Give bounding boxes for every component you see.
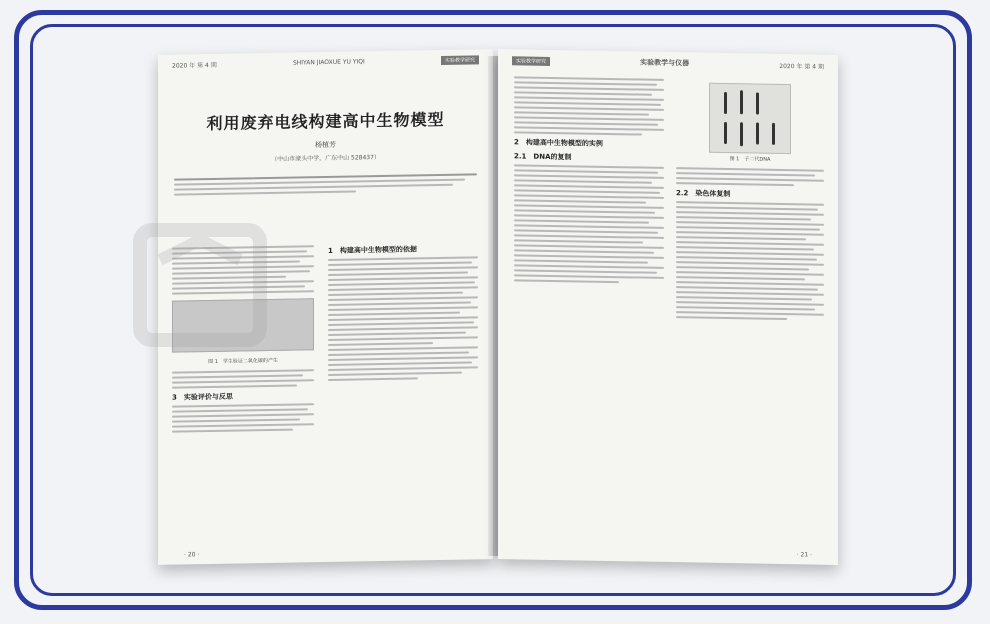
- right-column-1: [514, 73, 664, 287]
- left-page: [158, 49, 493, 565]
- photo-figure: [172, 298, 314, 352]
- left-header-journal: SHIYAN JIAOXUE YU YIQI: [292, 58, 365, 67]
- right-page: [498, 49, 838, 565]
- right-page-header: [498, 49, 838, 73]
- left-header-issue: 2020 年 第 4 期: [172, 61, 217, 70]
- dna-figure: [709, 83, 791, 154]
- left-section-1-heading: 1 构建高中生物模型的依据: [328, 245, 417, 255]
- dna-figure-caption: 图 1 子二代DNA: [729, 156, 771, 163]
- article-affiliation: （中山市濠头中学，广东中山 528437）: [271, 154, 380, 163]
- right-section-2-heading: 2 构建高中生物模型的实例: [514, 138, 603, 148]
- photo-figure-caption: 图 1 学生验证二氧化碳的产生: [208, 357, 278, 366]
- left-section-3-heading: 3 实验评价与反思: [172, 392, 233, 402]
- left-column-1: [172, 242, 314, 435]
- right-header-issue: 2020 年 第 4 期: [779, 62, 824, 71]
- article-author: 杨植芳: [315, 140, 336, 150]
- right-header-tag: 实验教学研究: [512, 56, 550, 66]
- right-section-2-2-heading: 2.2 染色体复制: [676, 189, 731, 199]
- article-abstract: [174, 173, 477, 204]
- right-column-2: [676, 76, 824, 324]
- left-page-header: [158, 49, 493, 72]
- open-magazine: [158, 52, 838, 572]
- right-section-2-1-heading: 2.1 DNA的复制: [514, 152, 572, 162]
- right-page-number: · 21 ·: [796, 551, 812, 559]
- left-header-tag: 实验教学研究: [441, 55, 479, 65]
- article-title: 利用废弃电线构建高中生物模型: [206, 109, 445, 134]
- left-column-2: [328, 239, 478, 384]
- right-header-brand: 实验教学与仪器: [640, 58, 690, 68]
- left-page-number: · 20 ·: [184, 551, 200, 559]
